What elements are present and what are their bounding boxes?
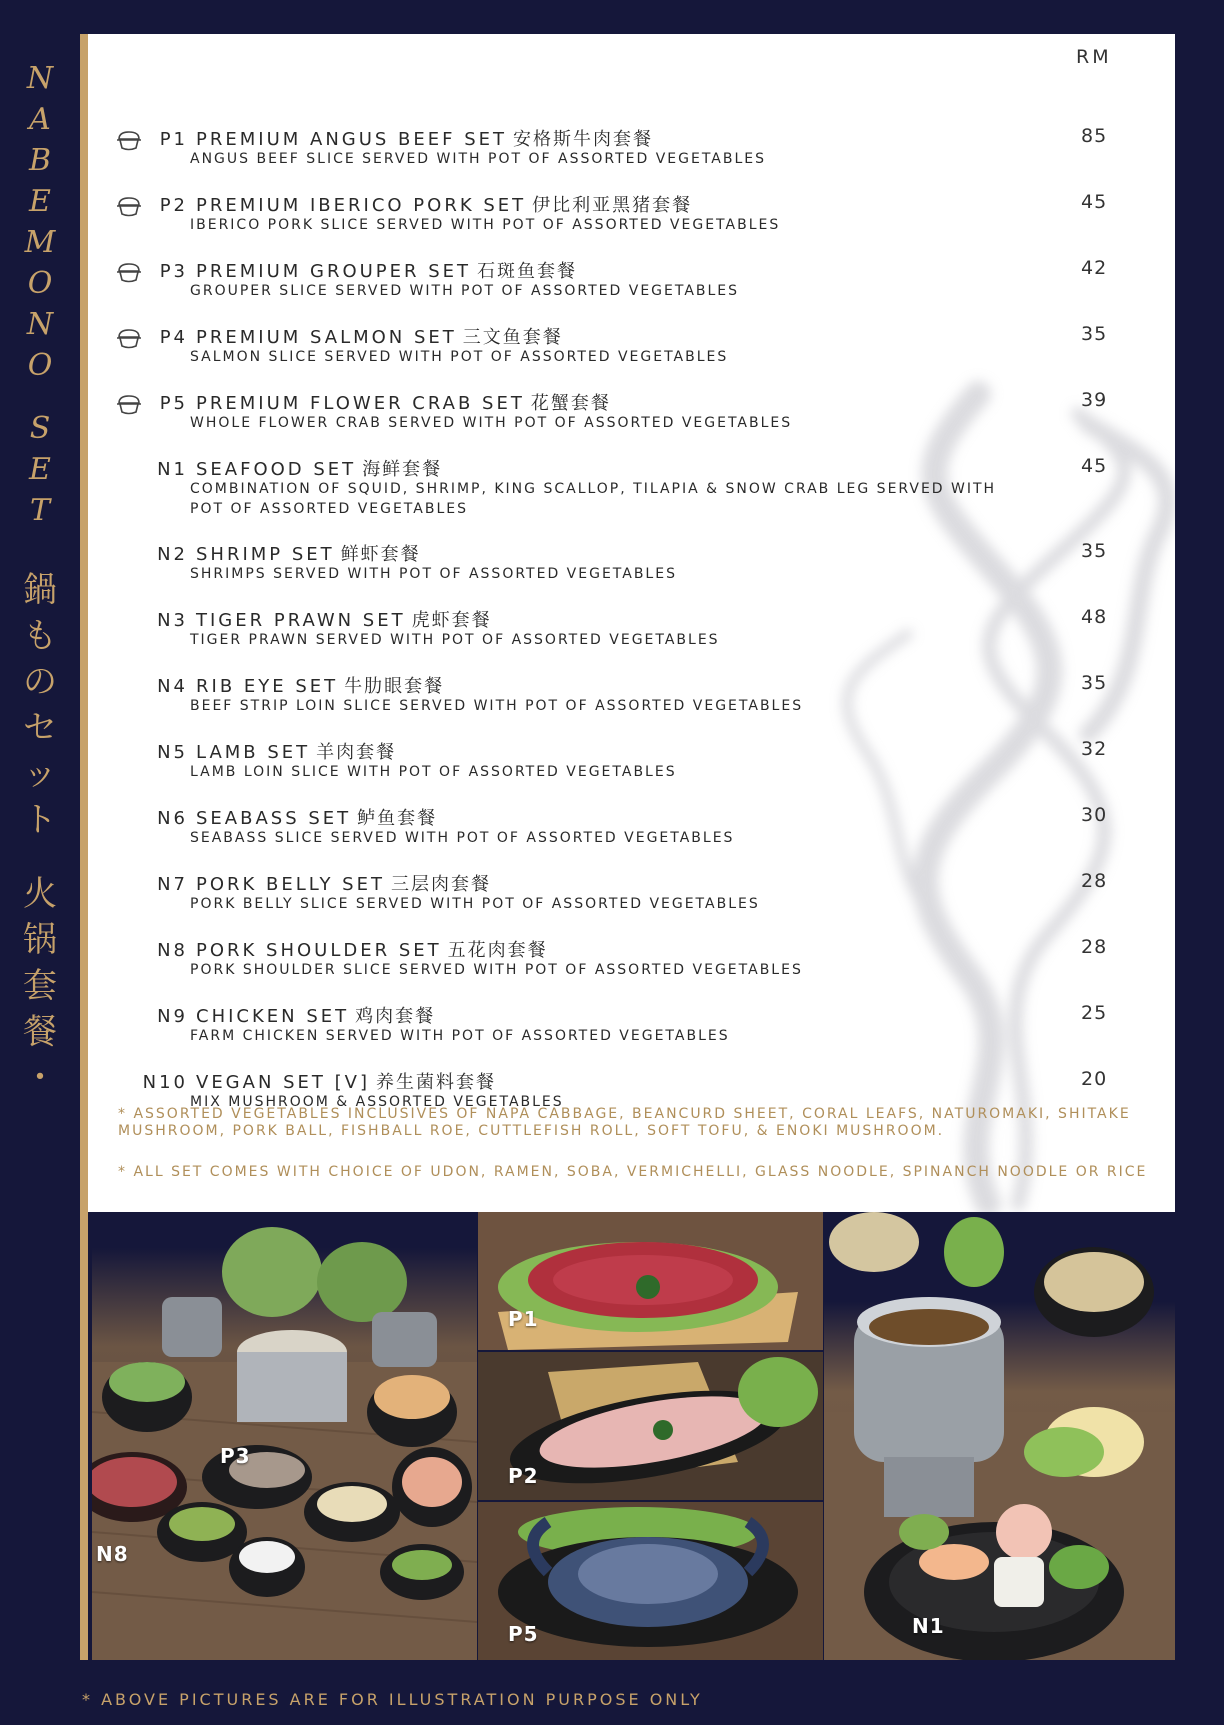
menu-item-title — [150, 191, 692, 217]
menu-item-title — [150, 804, 437, 830]
menu-item-name: PREMIUM IBERICO PORK SET — [196, 195, 527, 216]
vegetables-note: * ASSORTED VEGETABLES INCLUSIVES OF NAPA CABBAGE, BEANCURD SHEET, CORAL LEAFS, NATUROMAKI, SHITAKE MUSHROOM, PORK BALL, FISHBALL ROE, CUTTLEFISH ROLL, SOFT TOFU, & ENOKI MUSHROOM. — [118, 1106, 1131, 1139]
menu-item-chinese-name: 羊肉套餐 — [316, 742, 397, 763]
menu-item-code: P5 — [159, 393, 188, 414]
menu-item-description: PORK SHOULDER SLICE SERVED WITH POT OF ASSORTED VEGETABLES — [190, 962, 803, 978]
side-title-letter: T — [29, 493, 50, 528]
menu-item-title — [150, 606, 492, 632]
menu-item-price: 45 — [1081, 191, 1108, 213]
menu-item-code: N4 — [157, 676, 188, 697]
menu-item-chinese-name: 鲜虾套餐 — [340, 544, 421, 565]
menu-item-price: 35 — [1081, 672, 1108, 694]
menu-item-code: P4 — [159, 327, 188, 348]
menu-item-chinese-name: 海鲜套餐 — [362, 459, 443, 480]
menu-item-price: 20 — [1081, 1068, 1108, 1090]
menu-item-price: 42 — [1081, 257, 1108, 279]
side-title-letter: O — [27, 266, 53, 301]
menu-item-title — [150, 257, 577, 283]
photo-collage — [92, 1212, 1175, 1660]
side-title-letter: S — [29, 411, 51, 446]
menu-item-price: 28 — [1081, 870, 1108, 892]
side-title-cjk-char: セ — [23, 708, 57, 748]
side-title-letter: O — [27, 348, 53, 383]
menu-item-price: 25 — [1081, 1002, 1108, 1024]
side-title-letter: B — [28, 143, 52, 178]
menu-item-title — [150, 870, 491, 896]
menu-item-price: 28 — [1081, 936, 1108, 958]
hotpot-spread-image — [92, 1212, 477, 1660]
side-title-letter: M — [24, 225, 56, 260]
menu-item-description: SALMON SLICE SERVED WITH POT OF ASSORTED VEGETABLES — [190, 349, 729, 365]
photo-p2 — [478, 1352, 823, 1500]
menu-item-name: SHRIMP SET — [196, 544, 335, 565]
hotpot-icon — [116, 129, 142, 153]
menu-item-code: N6 — [157, 808, 188, 829]
menu-item-code: N8 — [157, 940, 188, 961]
menu-item-name: PORK SHOULDER SET — [196, 940, 442, 961]
menu-item-chinese-name: 花蟹套餐 — [530, 393, 611, 414]
menu-item-code: P2 — [159, 195, 188, 216]
photo-label-n8: N8 — [96, 1542, 129, 1566]
menu-item-title — [150, 125, 653, 151]
menu-item-title — [150, 672, 444, 698]
side-title-cjk-char: 餐 — [23, 1012, 57, 1052]
menu-item-name: PREMIUM FLOWER CRAB SET — [196, 393, 525, 414]
menu-item-chinese-name: 鲈鱼套餐 — [357, 808, 438, 829]
menu-item-title — [150, 540, 421, 566]
side-title-cjk-char: ト — [23, 800, 57, 840]
side-title-cjk-char: ッ — [23, 754, 57, 794]
menu-item-description: LAMB LOIN SLICE WITH POT OF ASSORTED VEGETABLES — [190, 764, 677, 780]
photo-label-n1: N1 — [912, 1614, 945, 1638]
menu-item-name: RIB EYE SET — [196, 676, 339, 697]
side-title-cjk-char: 套 — [23, 966, 57, 1006]
menu-item-chinese-name: 牛肋眼套餐 — [344, 676, 445, 697]
menu-item-chinese-name: 石斑鱼套餐 — [477, 261, 578, 282]
menu-item-chinese-name: 虎虾套餐 — [411, 610, 492, 631]
photo-label-p3: P3 — [220, 1444, 251, 1468]
menu-item-description: SHRIMPS SERVED WITH POT OF ASSORTED VEGETABLES — [190, 566, 677, 582]
menu-item-name: VEGAN SET [V] — [196, 1072, 371, 1093]
menu-item-description: FARM CHICKEN SERVED WITH POT OF ASSORTED VEGETABLES — [190, 1028, 730, 1044]
menu-item-description: ANGUS BEEF SLICE SERVED WITH POT OF ASSORTED VEGETABLES — [190, 151, 767, 167]
menu-item-price: 30 — [1081, 804, 1108, 826]
menu-item-chinese-name: 三层肉套餐 — [390, 874, 491, 895]
menu-item-price: 45 — [1081, 455, 1108, 477]
menu-item-title — [150, 738, 396, 764]
menu-item-name: PREMIUM SALMON SET — [196, 327, 457, 348]
hotpot-icon — [116, 393, 142, 417]
side-title-letter: A — [29, 102, 51, 137]
menu-item-name: PORK BELLY SET — [196, 874, 385, 895]
menu-item-chinese-name: 伊比利亚黑猪套餐 — [532, 195, 693, 216]
menu-item-code: N5 — [157, 742, 188, 763]
hotpot-icon — [116, 261, 142, 285]
menu-item-title — [150, 323, 563, 349]
menu-item-price: 35 — [1081, 323, 1108, 345]
menu-item-price: 32 — [1081, 738, 1108, 760]
menu-item-code: N3 — [157, 610, 188, 631]
hotpot-icon — [116, 327, 142, 351]
side-title-cjk-char: の — [23, 662, 57, 702]
menu-item-chinese-name: 养生菌料套餐 — [376, 1072, 497, 1093]
menu-item-name: CHICKEN SET — [196, 1006, 350, 1027]
side-title-cjk-char: 火 — [23, 874, 57, 914]
menu-item-code: N2 — [157, 544, 188, 565]
side-title-letter: E — [29, 452, 51, 487]
photo-n1 — [824, 1212, 1175, 1660]
menu-item-description: PORK BELLY SLICE SERVED WITH POT OF ASSORTED VEGETABLES — [190, 896, 760, 912]
menu-item-description: GROUPER SLICE SERVED WITH POT OF ASSORTED VEGETABLES — [190, 283, 740, 299]
menu-item-name: LAMB SET — [196, 742, 311, 763]
side-title-letter: N — [26, 61, 54, 96]
menu-item-chinese-name: 五花肉套餐 — [447, 940, 548, 961]
menu-item-description: IBERICO PORK SLICE SERVED WITH POT OF ASSORTED VEGETABLES — [190, 217, 781, 233]
side-title-letter: N — [26, 307, 54, 342]
menu-item-name: PREMIUM ANGUS BEEF SET — [196, 129, 508, 150]
menu-item-title — [150, 936, 548, 962]
menu-item-name: PREMIUM GROUPER SET — [196, 261, 472, 282]
photo-label-p1: P1 — [508, 1307, 539, 1331]
seafood-hotpot-image — [824, 1212, 1175, 1660]
menu-item-title — [136, 1068, 496, 1094]
side-title-cjk-char: 锅 — [23, 920, 57, 960]
currency-header: RM — [1076, 46, 1112, 68]
menu-item-chinese-name: 三文鱼套餐 — [462, 327, 563, 348]
menu-item-description: SEABASS SLICE SERVED WITH POT OF ASSORTED VEGETABLES — [190, 830, 735, 846]
photo-label-p5: P5 — [508, 1622, 539, 1646]
menu-item-price: 48 — [1081, 606, 1108, 628]
menu-item-chinese-name: 鸡肉套餐 — [355, 1006, 436, 1027]
side-title-cjk-char: ・ — [23, 1058, 57, 1098]
menu-item-description: TIGER PRAWN SERVED WITH POT OF ASSORTED VEGETABLES — [190, 632, 720, 648]
menu-panel — [88, 34, 1175, 1212]
photo-p5 — [478, 1502, 823, 1660]
menu-item-description: WHOLE FLOWER CRAB SERVED WITH POT OF ASSORTED VEGETABLES — [190, 415, 793, 431]
gold-divider — [80, 34, 88, 1660]
menu-item-chinese-name: 安格斯牛肉套餐 — [513, 129, 654, 150]
menu-item-name: SEAFOOD SET — [196, 459, 357, 480]
menu-item-price: 35 — [1081, 540, 1108, 562]
menu-item-code: P1 — [159, 129, 188, 150]
side-title-cjk-char: 鍋 — [23, 570, 57, 610]
menu-item-title — [150, 455, 442, 481]
photo-label-p2: P2 — [508, 1464, 539, 1488]
menu-item-description: COMBINATION OF SQUID, SHRIMP, KING SCALLOP, TILAPIA & SNOW CRAB LEG SERVED WITH POT OF ASSORTED VEGETABLES — [190, 481, 997, 517]
side-title-cjk-char: も — [23, 616, 57, 656]
photo-p3-n8 — [92, 1212, 477, 1660]
menu-item-code: N10 — [142, 1072, 188, 1093]
menu-item-code: N7 — [157, 874, 188, 895]
menu-item-description: MIX MUSHROOM & ASSORTED VEGETABLES — [190, 1094, 564, 1110]
side-title-letter: E — [29, 184, 51, 219]
menu-item-code: N9 — [157, 1006, 188, 1027]
menu-item-price: 39 — [1081, 389, 1108, 411]
illustration-disclaimer: * ABOVE PICTURES ARE FOR ILLUSTRATION PURPOSE ONLY — [82, 1690, 703, 1709]
menu-item-code: N1 — [157, 459, 188, 480]
menu-item-name: SEABASS SET — [196, 808, 352, 829]
menu-item-price: 85 — [1081, 125, 1108, 147]
menu-item-name: TIGER PRAWN SET — [196, 610, 406, 631]
menu-item-title — [150, 389, 611, 415]
menu-item-description: BEEF STRIP LOIN SLICE SERVED WITH POT OF ASSORTED VEGETABLES — [190, 698, 804, 714]
menu-item-title — [150, 1002, 435, 1028]
menu-item-code: P3 — [159, 261, 188, 282]
photo-p1 — [478, 1212, 823, 1350]
hotpot-icon — [116, 195, 142, 219]
side-title — [18, 58, 62, 1101]
noodle-choice-note: * ALL SET COMES WITH CHOICE OF UDON, RAMEN, SOBA, VERMICHELLI, GLASS NOODLE, SPINANCH NOODLE OR RICE — [118, 1164, 1148, 1180]
